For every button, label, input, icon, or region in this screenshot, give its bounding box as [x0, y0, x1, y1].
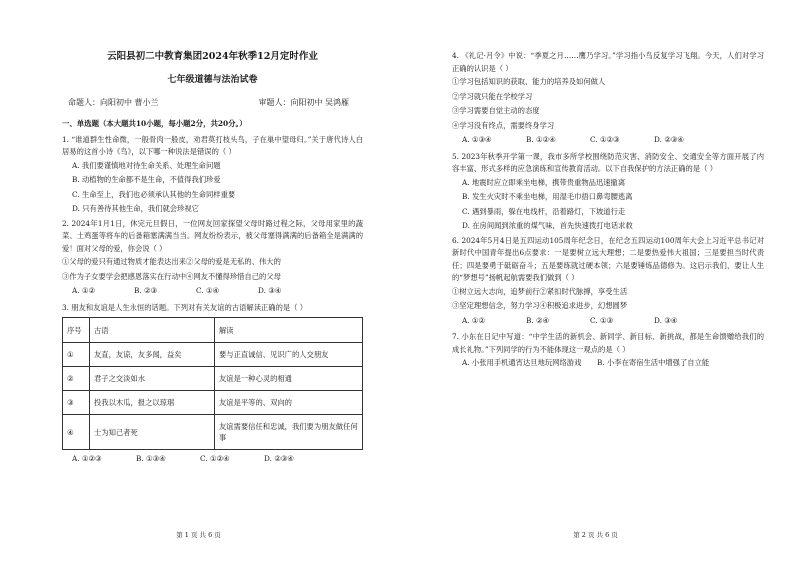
question-7	[452, 331, 764, 370]
choice-d: D. ②③④	[264, 454, 294, 463]
question-stem: 3. 朋友和友谊是人生永恒的话题。下列对有关友谊的古语解读正确的是（ ）	[62, 302, 308, 312]
choice-b: B. ②③	[134, 286, 158, 295]
question-2	[62, 218, 363, 298]
answer-choices	[62, 285, 363, 298]
question-5	[452, 151, 764, 233]
statement: ③作为子女要学会把感恩落实在行动中④网友不懂得珍惜自己的父母	[62, 271, 281, 281]
row-quote: 士为知己者死	[90, 415, 215, 450]
section-heading: 一、单选题（本大题共10小题，每小题2分，共20分。）	[62, 119, 247, 128]
question-3	[62, 302, 363, 466]
choice-c: C. ①③	[590, 315, 614, 325]
option-c: C. 遇到暴雨，躲在电线杆，沿着路灯，下坡道行走	[462, 206, 626, 216]
header-quote: 古语	[90, 318, 215, 343]
option-a: A. 地震时应立即乘坐电梯，携带贵重物品迅速撤离	[462, 177, 626, 187]
row-quote: 友直，友谅，友多闻，益矣	[90, 343, 215, 367]
answer-choices	[452, 357, 764, 370]
statement: ③学习需要自觉主动的态度	[452, 106, 540, 115]
answer-choices	[452, 134, 764, 147]
authors-line	[68, 97, 349, 109]
table-row	[63, 367, 363, 391]
quote-table	[62, 317, 363, 450]
choice-c: C. ①②④	[200, 454, 230, 463]
row-interpretation: 友谊需要信任和忠诚，我们要为朋友做任何事	[215, 415, 363, 450]
option-d: D. 只有善待其他生命，我们就会珍视它	[72, 204, 199, 213]
choice-b: B. ②④	[526, 315, 550, 325]
choice-b: B. ①②④	[526, 135, 556, 144]
question-stem: 1. “谁道群生性命微，一般骨肉一般皮，劝君莫打枝头鸟，子在巢中望母归。”关于唐代诗人白居易的这首小诗《鸟》，以下哪一种说法是错误的（ ）	[62, 134, 363, 156]
table-header-row	[63, 318, 363, 343]
table-row	[63, 415, 363, 450]
statement: ①树立远大志向，追梦前行②紧扣时代脉搏，享受生活	[452, 286, 628, 296]
row-quote: 投我以木瓜，报之以琼琚	[90, 391, 215, 415]
option-c: C. 生命至上，我们也必须承认其他的生命同样重要	[72, 189, 236, 199]
statement: ①父母的爱只有通过物质才能表达出来②父母的爱是无私的、伟大的	[62, 257, 281, 266]
choice-a: A. ①②	[72, 286, 95, 295]
question-stem: 5. 2023年秋季开学第一课，我市多所学校围绕防范灾害、消防安全、交通安全等方面开展了内容丰富、形式多样的应急演练和宣传教育活动。以下自我保护的方法正确的是（ ）	[452, 151, 764, 173]
question-6	[452, 235, 764, 328]
header-number: 序号	[63, 318, 90, 343]
reviewer: 审题人：向阳初中 吴鸿雁	[258, 98, 349, 107]
question-1	[62, 134, 363, 216]
question-4	[452, 50, 764, 147]
choice-b: B. ①③④	[136, 454, 166, 463]
row-number: ①	[63, 343, 90, 367]
row-quote: 君子之交淡如水	[90, 367, 215, 391]
option-b: B. 发生火灾时不乘坐电梯，用湿毛巾捂口鼻弯腰逃离	[462, 192, 633, 201]
table-row	[63, 391, 363, 415]
choice-d: D. ③④	[258, 286, 282, 295]
choice-d: D. ②③④	[654, 135, 684, 144]
exam-title: 云阳县初二中教育集团2024年秋季12月定时作业	[107, 51, 318, 62]
header-interpretation: 解读	[215, 318, 363, 343]
choice-a: A. ①③④	[462, 135, 492, 144]
statement: ③坚定理想信念，努力学习④积极追求进步，幻想圆梦	[452, 301, 628, 310]
choice-d: D. ③④	[654, 315, 678, 325]
choice-a: A. ①②③	[72, 454, 102, 463]
option-a: A. 小张用手机通宵达旦地玩网络游戏	[462, 358, 582, 367]
row-interpretation: 要与正直诚信、见识广的人交朋友	[215, 343, 363, 367]
option-d: D. 在房间闻到浓重的煤气味，首先快速拨打电话求救	[462, 221, 633, 230]
choice-a: A. ①②	[462, 315, 485, 325]
option-b: B. 动植物的生命都不是生命，不值得我们珍爱	[72, 175, 221, 184]
question-stem: 2. 2024年1月1日，休完元旦假日，一位网友回家探望父母时路过程之际，父母用家里的蔬菜、土鸡蛋等将车的后备箱塞满满当当。网友纷纷表示，被父母塞得满满的后备箱全是满满的爱！面对父母的爱，你会说（ ）	[62, 218, 363, 253]
question-stem: 4. 《礼记·月令》中说：“季夏之月……鹰乃学习。”学习指小鸟反复学习飞翔。今天，人们对学习正确的认识是（ ）	[452, 51, 764, 73]
exam-subtitle: 七年级道德与法治试卷	[167, 75, 258, 85]
choice-c: C. ①②③	[590, 135, 620, 144]
row-number: ③	[63, 391, 90, 415]
row-number: ④	[63, 415, 90, 450]
page-number: 第 1 页 共 6 页	[176, 530, 221, 539]
row-interpretation: 友谊是平等的、双向的	[215, 391, 363, 415]
question-stem: 7. 小东在日记中写道：“中学生活的新机会、新同学、新目标、新挑战，都是生命馈赠给我们的成长礼物。”下列同学的行为不能体现这一观点的是（ ）	[452, 332, 764, 354]
option-a: A. 我们要谨慎地对待生命关系、处理生命问题	[72, 160, 221, 170]
answer-choices	[62, 453, 363, 466]
author: 命题人：向阳初中 曹小兰	[68, 98, 159, 107]
choice-c: C. ①④	[196, 286, 220, 295]
table-row	[63, 343, 363, 367]
row-number: ②	[63, 367, 90, 391]
option-b: B. 小李在寄宿生活中增强了自立能	[597, 358, 710, 367]
row-interpretation: 友谊是一种心灵的相通	[215, 367, 363, 391]
statement: ②学习就只能在学校学习	[452, 91, 533, 101]
answer-choices	[452, 315, 764, 328]
question-stem: 6. 2024年5月4日是五四运动105周年纪念日，在纪念五四运动100周年大会上习近平总书记对新时代中国青年提出6点要求：一是要树立远大理想；二是要热爱伟大祖国；三是要担当时代责任；四是要勇于砥砺奋斗；五是要练就过硬本领；六是要锤炼品德修为。这启示我们，要让人生的“梦想号”扬帆起航需要我们做到（ ）	[452, 235, 764, 282]
statement: ①学习包括知识的获取、能力的培养及如何做人	[452, 77, 606, 86]
statement: ④学习没有终点，需要终身学习	[452, 120, 555, 130]
page-right	[397, 0, 794, 561]
page-number: 第 2 页 共 6 页	[573, 530, 618, 539]
